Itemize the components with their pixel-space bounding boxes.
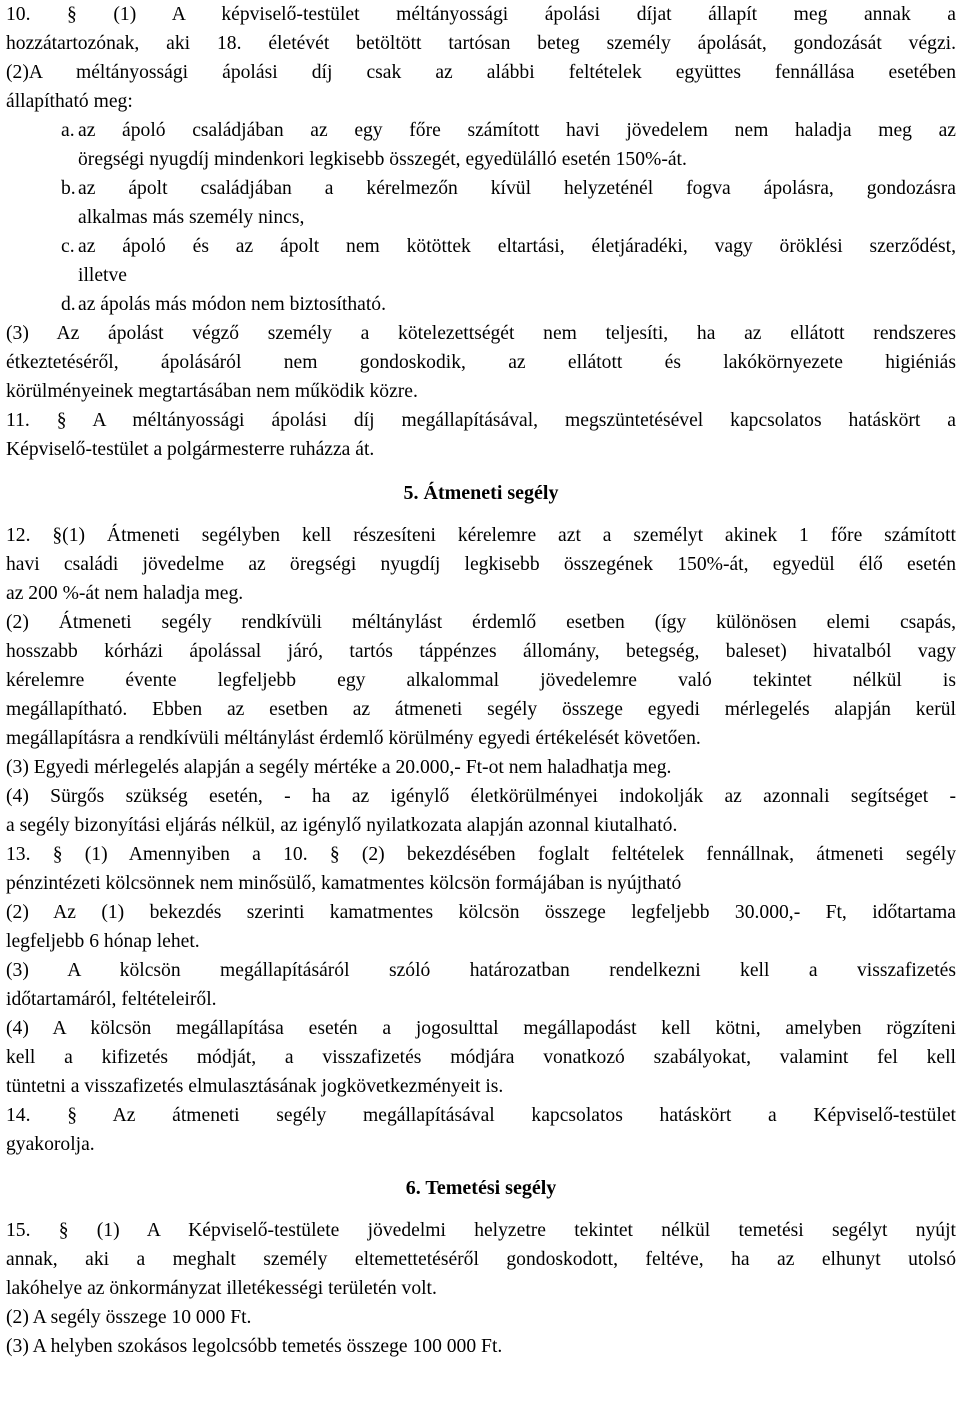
- text-line: 12. §(1) Átmeneti segélyben kell részesíteni kérelemre azt a személyt akinek 1 főre számított: [6, 525, 956, 546]
- list-item-text: az ápoló családjában az egy főre számított havi jövedelem nem haladja meg az: [78, 120, 956, 141]
- text-line: tüntetni a visszafizetés elmulasztásának jogkövetkezményeit is.: [6, 1076, 504, 1097]
- text-line: (4) Sürgős szükség esetén, - ha az igénylő életkörülményei indokolják az azonnali segítséget -: [6, 786, 956, 807]
- text-line: gyakorolja.: [6, 1134, 95, 1155]
- text-line: 11. § A méltányossági ápolási díj megállapításával, megszüntetésével kapcsolatos hatáskört a: [6, 410, 956, 431]
- text-line: (2) Átmeneti segély rendkívüli méltánylást érdemlő esetben (így különösen elemi csapás,: [6, 612, 956, 633]
- text-line: alkalmas más személy nincs,: [78, 207, 305, 228]
- text-line: (3) A kölcsön megállapításáról szóló határozatban rendelkezni kell a visszafizetés: [6, 960, 956, 981]
- section-heading-5: 5. Átmeneti segély: [403, 482, 559, 504]
- text-line: (4) A kölcsön megállapítása esetén a jogosulttal megállapodást kell kötni, amelyben rögzíteni: [6, 1018, 956, 1039]
- text-line: (2) Az (1) bekezdés szerinti kamatmentes kölcsön összege legfeljebb 30.000,- Ft, időtartama: [6, 902, 956, 923]
- text-line: lakóhelye az önkormányzat illetékességi területén volt.: [6, 1278, 437, 1299]
- text-line: hosszabb kórházi ápolással járó, tartós táppénzes állomány, betegség, baleset) hivatalból vagy: [6, 641, 956, 662]
- text-line: hozzátartozónak, aki 18. életévét betöltött tartósan beteg személy ápolását, gondozását végzi.: [6, 33, 956, 54]
- text-line: megállapítható. Ebben az esetben az átmeneti segély összege egyedi mérlegelés alapján kerül: [6, 699, 956, 720]
- list-marker: b.: [61, 178, 76, 199]
- text-line: 10. § (1) A képviselő-testület méltányossági ápolási díjat állapít meg annak a: [6, 4, 956, 25]
- text-line: öregségi nyugdíj mindenkori legkisebb összegét, egyedülálló esetén 150%-át.: [78, 149, 687, 170]
- text-line: pénzintézeti kölcsönnek nem minősülő, kamatmentes kölcsön formájában is nyújtható: [6, 873, 682, 894]
- text-line: megállapításra a rendkívüli méltánylást érdemlő körülmény egyedi értékelését követően.: [6, 728, 701, 749]
- list-marker: c.: [61, 236, 75, 257]
- list-item-d: [6, 290, 956, 319]
- text-line: havi családi jövedelme az öregségi nyugdíj legkisebb összegének 150%-át, egyedül élő esetén: [6, 554, 956, 575]
- text-line: (3) A helyben szokásos legolcsóbb temetés összege 100 000 Ft.: [6, 1336, 503, 1357]
- text-line: állapítható meg:: [6, 91, 133, 112]
- text-line: illetve: [78, 265, 127, 286]
- list-marker: d.: [61, 294, 76, 315]
- list-item-text: az ápoló és az ápolt nem kötöttek eltartási, életjáradéki, vagy öröklési szerződést,: [78, 236, 956, 257]
- list-item-b: [6, 174, 956, 203]
- text-line: (3) Az ápolást végző személy a kötelezettségét nem teljesíti, ha az ellátott rendszeres: [6, 323, 956, 344]
- text-line: étkeztetéséről, ápolásáról nem gondoskodik, az ellátott és lakókörnyezete higiéniás: [6, 352, 956, 373]
- text-line: 14. § Az átmeneti segély megállapításával kapcsolatos hatáskört a Képviselő-testület: [6, 1105, 956, 1126]
- list-marker: a.: [61, 120, 75, 141]
- text-line: annak, aki a meghalt személy eltemettetéséről gondoskodott, feltéve, ha az elhunyt utolsó: [6, 1249, 956, 1270]
- text-line: Képviselő-testület a polgármesterre ruházza át.: [6, 439, 375, 460]
- text-line: körülményeinek megtartásában nem működik közre.: [6, 381, 418, 402]
- text-line: 13. § (1) Amennyiben a 10. § (2) bekezdésében foglalt feltételek fennállnak, átmeneti segély: [6, 844, 956, 865]
- text-line: (2)A méltányossági ápolási díj csak az alábbi feltételek együttes fennállása esetében: [6, 62, 956, 83]
- text-line: (3) Egyedi mérlegelés alapján a segély mértéke a 20.000,- Ft-ot nem haladhatja meg.: [6, 757, 672, 778]
- list-item-text: az ápolt családjában a kérelmezőn kívül helyzeténél fogva ápolásra, gondozásra: [78, 178, 956, 199]
- text-line: az 200 %-át nem haladja meg.: [6, 583, 244, 604]
- list-item-c: [6, 232, 956, 261]
- text-line: legfeljebb 6 hónap lehet.: [6, 931, 200, 952]
- text-line: (2) A segély összege 10 000 Ft.: [6, 1307, 252, 1328]
- list-item-text: az ápolás más módon nem biztosítható.: [78, 294, 386, 315]
- text-line: kérelemre évente legfeljebb egy alkalommal jövedelemre való tekintet nélkül is: [6, 670, 956, 691]
- text-line: kell a kifizetés módját, a visszafizetés módjára vonatkozó szabályokat, valamint fel kell: [6, 1047, 956, 1068]
- text-line: 15. § (1) A Képviselő-testülete jövedelmi helyzetre tekintet nélkül temetési segélyt nyújt: [6, 1220, 956, 1241]
- list-item-a: [6, 116, 956, 145]
- text-line: időtartamáról, feltételeiről.: [6, 989, 217, 1010]
- text-line: a segély bizonyítási eljárás nélkül, az igénylő nyilatkozata alapján azonnal kiutalható.: [6, 815, 678, 836]
- section-heading-6: 6. Temetési segély: [405, 1177, 557, 1199]
